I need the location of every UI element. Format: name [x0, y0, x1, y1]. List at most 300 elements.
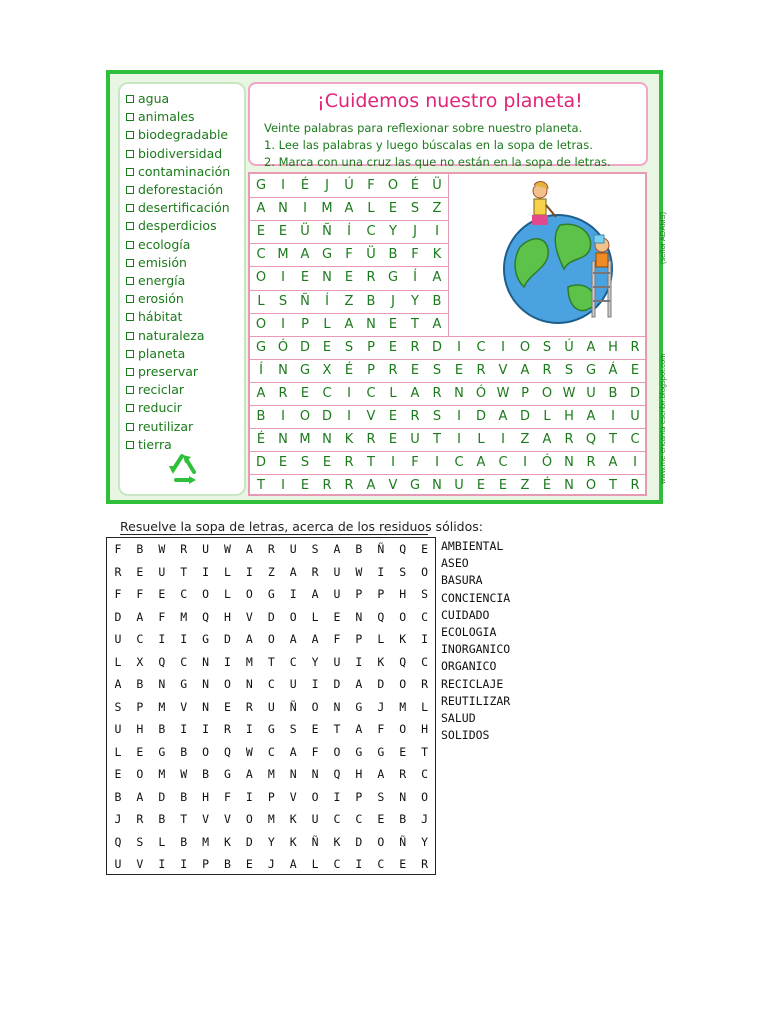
grid-letter[interactable]: H: [355, 767, 363, 781]
grid-letter[interactable]: V: [202, 812, 210, 826]
grid-letter[interactable]: D: [255, 455, 266, 471]
grid-letter[interactable]: É: [300, 178, 310, 193]
grid-letter[interactable]: E: [399, 744, 407, 759]
checklist-item[interactable]: [126, 363, 198, 381]
grid-letter[interactable]: I: [523, 455, 527, 471]
grid-letter[interactable]: I: [311, 677, 319, 691]
grid-letter[interactable]: T: [609, 432, 617, 448]
grid-letter[interactable]: E: [278, 224, 288, 240]
grid-letter[interactable]: I: [281, 270, 285, 286]
grid-letter[interactable]: A: [344, 201, 354, 217]
grid-letter[interactable]: I: [501, 339, 505, 355]
grid-letter[interactable]: P: [355, 632, 363, 646]
checkbox-icon[interactable]: [126, 313, 134, 321]
grid-letter[interactable]: M: [202, 834, 210, 849]
grid-letter[interactable]: I: [391, 455, 395, 471]
grid-letter[interactable]: E: [333, 609, 341, 624]
grid-letter[interactable]: V: [180, 699, 188, 714]
grid-letter[interactable]: B: [180, 744, 188, 759]
grid-letter[interactable]: P: [136, 699, 144, 714]
grid-letter[interactable]: N: [564, 455, 574, 471]
grid-letter[interactable]: I: [377, 564, 385, 579]
grid-letter[interactable]: O: [299, 409, 311, 424]
grid-letter[interactable]: X: [322, 362, 332, 378]
grid-letter[interactable]: A: [586, 339, 596, 355]
grid-letter[interactable]: U: [158, 564, 166, 579]
grid-letter[interactable]: I: [633, 455, 637, 471]
checklist-item[interactable]: [126, 108, 195, 126]
grid-letter[interactable]: V: [245, 609, 253, 624]
grid-letter[interactable]: U: [114, 722, 122, 736]
grid-letter[interactable]: B: [355, 542, 363, 556]
grid-letter[interactable]: Y: [267, 834, 275, 849]
grid-letter[interactable]: T: [180, 564, 188, 579]
grid-letter[interactable]: R: [180, 542, 188, 556]
grid-letter[interactable]: E: [322, 455, 332, 471]
grid-letter[interactable]: I: [158, 632, 166, 646]
grid-letter[interactable]: C: [136, 632, 144, 646]
grid-letter[interactable]: L: [377, 632, 385, 646]
grid-letter[interactable]: O: [421, 564, 429, 579]
grid-letter[interactable]: K: [289, 812, 297, 826]
grid-letter[interactable]: K: [224, 834, 231, 849]
grid-letter[interactable]: E: [377, 812, 385, 826]
grid-letter[interactable]: O: [245, 812, 253, 826]
grid-letter[interactable]: I: [245, 722, 253, 736]
grid-letter[interactable]: S: [564, 362, 574, 378]
grid-letter[interactable]: M: [158, 767, 166, 781]
grid-letter[interactable]: E: [476, 478, 486, 494]
grid-letter[interactable]: R: [476, 362, 486, 378]
grid-letter[interactable]: Q: [114, 834, 122, 849]
grid-letter[interactable]: C: [355, 812, 363, 826]
grid-letter[interactable]: G: [267, 587, 275, 601]
grid-letter[interactable]: D: [475, 409, 486, 424]
grid-letter[interactable]: A: [136, 609, 144, 624]
grid-letter[interactable]: A: [410, 385, 420, 401]
grid-letter[interactable]: L: [311, 857, 319, 871]
grid-letter[interactable]: N: [454, 385, 464, 401]
grid-letter[interactable]: N: [278, 201, 288, 217]
grid-letter[interactable]: Z: [432, 201, 442, 217]
grid-letter[interactable]: A: [377, 767, 385, 781]
grid-letter[interactable]: L: [311, 609, 319, 624]
grid-letter[interactable]: M: [399, 699, 407, 714]
grid-letter[interactable]: É: [256, 432, 266, 448]
grid-letter[interactable]: V: [388, 478, 398, 494]
grid-letter[interactable]: R: [421, 857, 429, 871]
grid-letter[interactable]: N: [322, 270, 332, 286]
grid-letter[interactable]: U: [410, 432, 420, 448]
grid-letter[interactable]: F: [114, 542, 122, 556]
grid-letter[interactable]: E: [322, 339, 332, 355]
grid-letter[interactable]: C: [180, 587, 188, 601]
grid-letter[interactable]: R: [630, 339, 640, 355]
grid-letter[interactable]: O: [399, 722, 407, 736]
grid-letter[interactable]: R: [322, 478, 332, 494]
grid-letter[interactable]: F: [333, 632, 341, 646]
grid-letter[interactable]: R: [432, 385, 442, 401]
grid-letter[interactable]: O: [377, 834, 385, 849]
grid-letter[interactable]: Ü: [300, 224, 310, 240]
grid-letter[interactable]: E: [114, 767, 122, 781]
grid-letter[interactable]: I: [501, 432, 505, 448]
grid-letter[interactable]: A: [366, 478, 376, 494]
grid-letter[interactable]: U: [311, 812, 319, 826]
grid-letter[interactable]: H: [608, 339, 618, 355]
grid-letter[interactable]: E: [388, 432, 398, 448]
grid-letter[interactable]: Q: [224, 744, 231, 759]
checkbox-icon[interactable]: [126, 332, 134, 340]
grid-letter[interactable]: E: [136, 564, 144, 579]
grid-letter[interactable]: F: [367, 178, 375, 193]
grid-letter[interactable]: S: [289, 722, 297, 736]
grid-letter[interactable]: B: [256, 409, 266, 424]
grid-letter[interactable]: I: [347, 409, 351, 424]
grid-letter[interactable]: T: [609, 478, 617, 494]
grid-letter[interactable]: U: [333, 587, 341, 601]
grid-letter[interactable]: B: [180, 789, 188, 804]
grid-letter[interactable]: G: [387, 270, 399, 286]
grid-letter[interactable]: Z: [520, 432, 530, 448]
grid-letter[interactable]: X: [136, 654, 144, 669]
grid-letter[interactable]: E: [136, 744, 144, 759]
grid-letter[interactable]: H: [399, 587, 407, 601]
grid-letter[interactable]: I: [421, 632, 429, 646]
grid-letter[interactable]: N: [289, 767, 297, 781]
grid-letter[interactable]: A: [476, 455, 486, 471]
grid-letter[interactable]: G: [355, 699, 363, 714]
grid-letter[interactable]: O: [311, 789, 319, 804]
grid-letter[interactable]: S: [432, 409, 442, 424]
grid-letter[interactable]: Q: [585, 432, 597, 448]
grid-letter[interactable]: P: [202, 857, 210, 871]
grid-letter[interactable]: E: [421, 542, 429, 556]
checkbox-icon[interactable]: [126, 113, 134, 121]
checklist-item[interactable]: [126, 399, 182, 417]
grid-letter[interactable]: U: [333, 654, 341, 669]
grid-letter[interactable]: O: [519, 339, 531, 355]
grid-letter[interactable]: S: [421, 587, 429, 601]
grid-letter[interactable]: M: [245, 654, 253, 669]
grid-letter[interactable]: F: [411, 247, 419, 263]
grid-letter[interactable]: S: [278, 293, 288, 309]
grid-letter[interactable]: A: [289, 564, 297, 579]
grid-letter[interactable]: I: [347, 385, 351, 401]
grid-letter[interactable]: Q: [399, 654, 407, 669]
grid-letter[interactable]: V: [136, 857, 144, 871]
grid-letter[interactable]: Y: [389, 224, 397, 240]
grid-letter[interactable]: Y: [421, 834, 429, 849]
grid-letter[interactable]: N: [202, 654, 210, 669]
grid-letter[interactable]: G: [585, 362, 597, 378]
grid-letter[interactable]: R: [542, 362, 552, 378]
grid-letter[interactable]: E: [311, 722, 319, 736]
grid-letter[interactable]: G: [267, 722, 275, 736]
grid-letter[interactable]: F: [114, 587, 122, 601]
grid-letter[interactable]: I: [281, 316, 285, 332]
grid-letter[interactable]: K: [289, 834, 297, 849]
grid-letter[interactable]: J: [325, 178, 329, 193]
grid-letter[interactable]: K: [432, 247, 442, 263]
grid-letter[interactable]: C: [421, 654, 429, 669]
grid-letter[interactable]: D: [519, 409, 530, 424]
grid-letter[interactable]: M: [158, 699, 166, 714]
grid-letter[interactable]: C: [322, 385, 332, 401]
checklist-item[interactable]: [126, 181, 223, 199]
checklist-item[interactable]: [126, 199, 230, 217]
grid-letter[interactable]: A: [355, 677, 363, 691]
grid-letter[interactable]: U: [454, 478, 464, 494]
grid-letter[interactable]: S: [344, 339, 354, 355]
grid-letter[interactable]: Q: [377, 609, 385, 624]
grid-letter[interactable]: N: [278, 362, 288, 378]
grid-letter[interactable]: N: [202, 677, 210, 691]
grid-letter[interactable]: I: [281, 478, 285, 494]
grid-letter[interactable]: T: [411, 316, 419, 332]
grid-letter[interactable]: R: [421, 677, 429, 691]
grid-letter[interactable]: E: [278, 455, 288, 471]
grid-letter[interactable]: V: [498, 362, 508, 378]
grid-letter[interactable]: K: [377, 654, 385, 669]
grid-letter[interactable]: L: [421, 699, 429, 714]
grid-letter[interactable]: C: [377, 857, 385, 871]
grid-letter[interactable]: J: [391, 293, 395, 309]
grid-letter[interactable]: O: [399, 609, 407, 624]
grid-letter[interactable]: C: [476, 339, 486, 355]
grid-letter[interactable]: B: [224, 857, 231, 871]
grid-letter[interactable]: Q: [202, 609, 210, 624]
grid-letter[interactable]: H: [224, 609, 231, 624]
grid-letter[interactable]: D: [245, 834, 253, 849]
grid-letter[interactable]: I: [435, 224, 439, 240]
grid-letter[interactable]: Z: [267, 564, 275, 579]
grid-letter[interactable]: C: [267, 677, 275, 691]
grid-letter[interactable]: S: [377, 789, 385, 804]
grid-letter[interactable]: F: [224, 789, 231, 804]
grid-letter[interactable]: E: [300, 270, 310, 286]
grid-letter[interactable]: Z: [344, 293, 354, 309]
checklist-item[interactable]: [126, 327, 205, 345]
grid-letter[interactable]: R: [344, 478, 354, 494]
grid-letter[interactable]: I: [158, 857, 166, 871]
grid-letter[interactable]: C: [454, 455, 464, 471]
grid-letter[interactable]: G: [355, 744, 363, 759]
grid-letter[interactable]: G: [255, 339, 267, 355]
grid-letter[interactable]: R: [586, 455, 596, 471]
grid-letter[interactable]: A: [256, 201, 266, 217]
grid-letter[interactable]: S: [410, 201, 420, 217]
grid-letter[interactable]: E: [300, 478, 310, 494]
grid-letter[interactable]: E: [388, 316, 398, 332]
grid-letter[interactable]: W: [158, 542, 166, 556]
checkbox-icon[interactable]: [126, 186, 134, 194]
grid-letter[interactable]: A: [289, 744, 297, 759]
grid-letter[interactable]: Í: [325, 293, 329, 309]
grid-letter[interactable]: A: [432, 316, 442, 332]
grid-letter[interactable]: D: [224, 632, 231, 646]
checkbox-icon[interactable]: [126, 350, 134, 358]
grid-letter[interactable]: D: [158, 789, 166, 804]
grid-letter[interactable]: C: [421, 767, 429, 781]
grid-letter[interactable]: L: [224, 587, 231, 601]
grid-letter[interactable]: É: [344, 362, 354, 378]
checklist-item[interactable]: [126, 290, 184, 308]
grid-letter[interactable]: K: [344, 432, 354, 448]
checklist-item[interactable]: [126, 418, 193, 436]
grid-letter[interactable]: N: [564, 478, 574, 494]
grid-letter[interactable]: U: [333, 564, 341, 579]
grid-letter[interactable]: I: [180, 857, 188, 871]
grid-letter[interactable]: O: [311, 699, 319, 714]
grid-letter[interactable]: B: [180, 834, 188, 849]
grid-letter[interactable]: M: [321, 201, 333, 217]
grid-letter[interactable]: A: [498, 409, 508, 424]
grid-letter[interactable]: S: [399, 564, 407, 579]
grid-letter[interactable]: S: [114, 699, 122, 714]
grid-letter[interactable]: B: [608, 385, 618, 401]
grid-letter[interactable]: J: [267, 857, 275, 871]
grid-letter[interactable]: Í: [259, 362, 263, 378]
grid-letter[interactable]: S: [542, 339, 552, 355]
checklist-item[interactable]: [126, 126, 228, 144]
grid-letter[interactable]: O: [421, 789, 429, 804]
grid-letter[interactable]: L: [367, 201, 375, 217]
grid-letter[interactable]: W: [496, 385, 510, 401]
grid-letter[interactable]: E: [498, 478, 508, 494]
grid-letter[interactable]: C: [180, 654, 188, 669]
grid-letter[interactable]: E: [256, 224, 266, 240]
grid-letter[interactable]: P: [267, 789, 275, 804]
grid-letter[interactable]: I: [457, 432, 461, 448]
grid-letter[interactable]: M: [267, 812, 275, 826]
grid-letter[interactable]: D: [321, 409, 332, 424]
grid-letter[interactable]: F: [345, 247, 353, 263]
grid-letter[interactable]: H: [421, 722, 429, 736]
grid-letter[interactable]: O: [541, 385, 553, 401]
grid-letter[interactable]: A: [586, 409, 596, 424]
grid-letter[interactable]: B: [136, 677, 144, 691]
grid-letter[interactable]: T: [267, 654, 275, 669]
grid-letter[interactable]: T: [367, 455, 375, 471]
grid-letter[interactable]: E: [454, 362, 464, 378]
grid-letter[interactable]: É: [410, 178, 420, 193]
checkbox-icon[interactable]: [126, 131, 134, 139]
grid-letter[interactable]: P: [355, 789, 363, 804]
grid-letter[interactable]: J: [114, 812, 122, 826]
grid-letter[interactable]: D: [629, 385, 640, 401]
checkbox-icon[interactable]: [126, 441, 134, 449]
grid-letter[interactable]: Ó: [475, 385, 487, 401]
grid-letter[interactable]: U: [114, 857, 122, 871]
grid-letter[interactable]: U: [289, 542, 297, 556]
checklist-item[interactable]: [126, 308, 182, 326]
grid-letter[interactable]: O: [255, 316, 267, 332]
grid-letter[interactable]: I: [333, 789, 341, 804]
grid-letter[interactable]: C: [498, 455, 508, 471]
grid-letter[interactable]: R: [410, 339, 420, 355]
grid-letter[interactable]: A: [333, 542, 341, 556]
grid-letter[interactable]: L: [323, 316, 331, 332]
grid-letter[interactable]: A: [608, 455, 618, 471]
grid-letter[interactable]: U: [114, 632, 122, 646]
grid-letter[interactable]: F: [136, 587, 144, 601]
grid-letter[interactable]: O: [136, 767, 144, 781]
grid-letter[interactable]: D: [333, 677, 341, 691]
grid-letter[interactable]: I: [281, 409, 285, 424]
grid-letter[interactable]: E: [388, 409, 398, 424]
grid-letter[interactable]: V: [289, 789, 297, 804]
grid-letter[interactable]: A: [300, 247, 310, 263]
grid-letter[interactable]: A: [245, 632, 253, 646]
grid-letter[interactable]: W: [245, 744, 253, 759]
grid-letter[interactable]: Q: [158, 654, 166, 669]
grid-letter[interactable]: T: [333, 722, 341, 736]
grid-letter[interactable]: I: [202, 564, 210, 579]
grid-letter[interactable]: C: [366, 385, 376, 401]
grid-letter[interactable]: N: [399, 789, 407, 804]
grid-letter[interactable]: Q: [333, 767, 341, 781]
grid-letter[interactable]: V: [224, 812, 231, 826]
grid-letter[interactable]: I: [180, 632, 188, 646]
checkbox-icon[interactable]: [126, 295, 134, 303]
grid-letter[interactable]: R: [114, 564, 122, 579]
grid-letter[interactable]: Ó: [277, 339, 289, 355]
grid-letter[interactable]: R: [311, 564, 319, 579]
grid-letter[interactable]: Y: [311, 654, 319, 669]
grid-letter[interactable]: C: [289, 654, 297, 669]
grid-letter[interactable]: S: [136, 834, 144, 849]
grid-letter[interactable]: I: [457, 409, 461, 424]
grid-letter[interactable]: N: [366, 316, 376, 332]
grid-letter[interactable]: Ó: [541, 455, 553, 471]
grid-letter[interactable]: D: [431, 339, 442, 355]
grid-letter[interactable]: M: [267, 767, 275, 781]
grid-letter[interactable]: A: [311, 632, 319, 646]
grid-letter[interactable]: T: [421, 744, 429, 759]
checklist-item[interactable]: [126, 236, 190, 254]
grid-letter[interactable]: E: [410, 362, 420, 378]
grid-letter[interactable]: I: [245, 789, 253, 804]
checkbox-icon[interactable]: [126, 277, 134, 285]
grid-letter[interactable]: F: [411, 455, 419, 471]
grid-letter[interactable]: E: [344, 270, 354, 286]
grid-letter[interactable]: C: [421, 609, 429, 624]
grid-letter[interactable]: R: [245, 699, 253, 714]
grid-letter[interactable]: O: [267, 632, 275, 646]
grid-letter[interactable]: W: [562, 385, 576, 401]
grid-letter[interactable]: R: [136, 812, 144, 826]
grid-letter[interactable]: P: [521, 385, 529, 401]
checklist-item[interactable]: [126, 254, 187, 272]
grid-letter[interactable]: F: [158, 609, 166, 624]
checklist-item[interactable]: [126, 217, 217, 235]
grid-letter[interactable]: Í: [413, 270, 417, 286]
grid-letter[interactable]: A: [520, 362, 530, 378]
grid-letter[interactable]: G: [409, 478, 421, 494]
grid-letter[interactable]: C: [267, 744, 275, 759]
grid-letter[interactable]: O: [245, 587, 253, 601]
grid-letter[interactable]: C: [366, 224, 376, 240]
grid-letter[interactable]: A: [432, 270, 442, 286]
grid-letter[interactable]: É: [542, 478, 552, 494]
grid-letter[interactable]: N: [311, 767, 319, 781]
grid-letter[interactable]: R: [399, 767, 407, 781]
grid-letter[interactable]: C: [256, 247, 266, 263]
grid-letter[interactable]: A: [245, 767, 253, 781]
grid-letter[interactable]: Ñ: [399, 834, 407, 849]
grid-letter[interactable]: P: [367, 362, 375, 378]
